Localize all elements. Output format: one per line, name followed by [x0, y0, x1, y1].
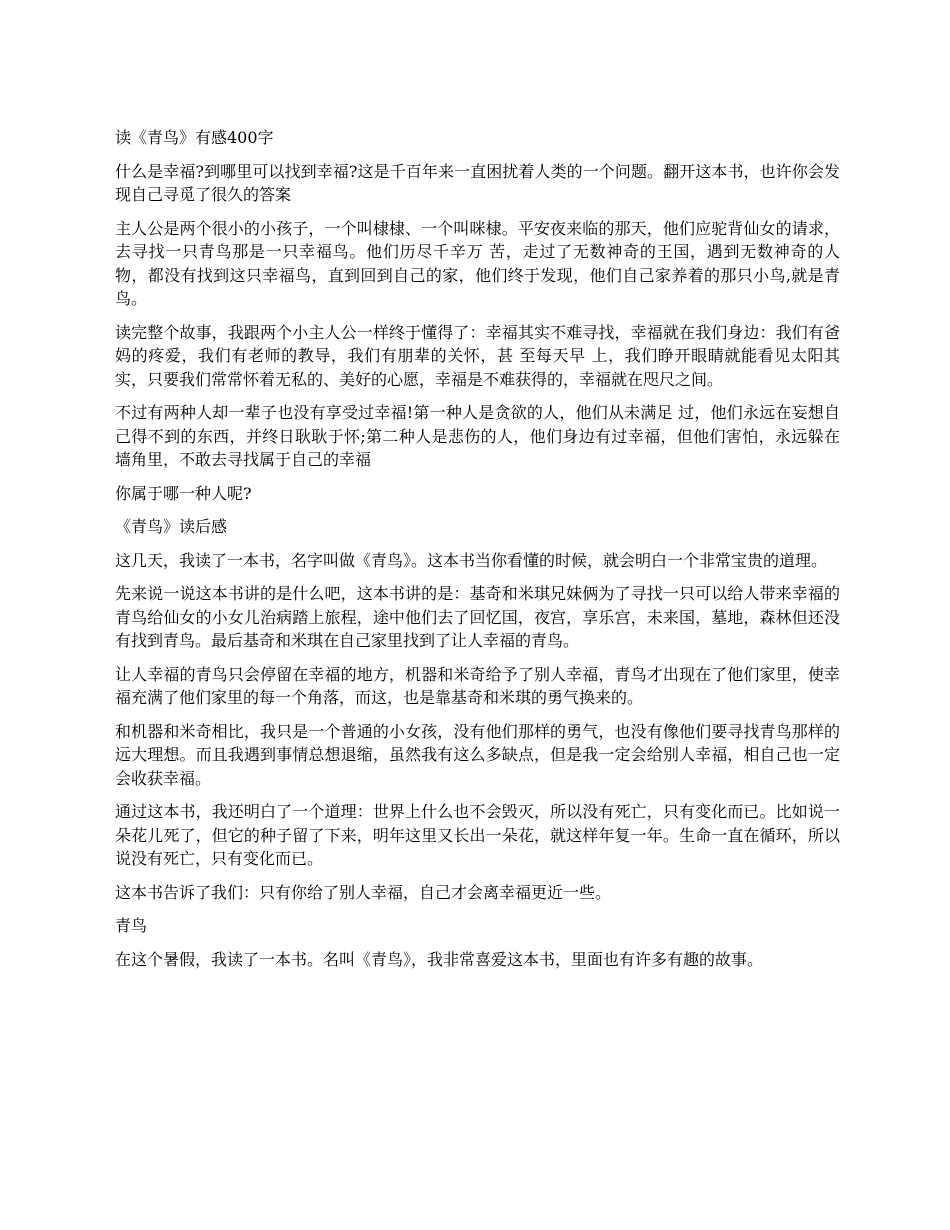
paragraph: 通过这本书，我还明白了一个道理：世界上什么也不会毁灭，所以没有死亡，只有变化而已。比如说一朵花儿死了，但它的种子留了下来，明年这里又长出一朵花，就这样年复一年。生命一直在循环，所以说没有死亡，只有变化而已。: [115, 802, 840, 868]
paragraph: 这本书告诉了我们：只有你给了别人幸福，自己才会离幸福更近一些。: [115, 882, 612, 902]
paragraph: 主人公是两个很小的小孩子，一个叫棣棣、一个叫咪棣。平安夜来临的那天，他们应驼背仙女的请求，去寻找一只青鸟那是一只幸福鸟。他们历尽千辛万 苦，走过了无数神奇的王国，遇到无数神奇的人物，都没有找到这只幸福鸟，直到回到自己的家，他们终于发现，他们自己家养着的那只小鸟,就是青鸟。: [115, 218, 840, 308]
paragraph: 让人幸福的青鸟只会停留在幸福的地方，机器和米奇给予了别人幸福，青鸟才出现在了他们家里，使幸福充满了他们家里的每一个角落，而这，也是靠基奇和米琪的勇气换来的。: [115, 664, 840, 707]
paragraph: 读完整个故事，我跟两个小主人公一样终于懂得了：幸福其实不难寻找，幸福就在我们身边：我们有爸妈的疼爱，我们有老师的教导，我们有朋辈的关怀，甚 至每天早 上，我们睁开眼睛就能看见太阳其实，只要我们常常怀着无私的、美好的心愿，幸福是不难获得的，幸福就在咫尺之间。: [115, 322, 840, 389]
paragraph: 什么是幸福?到哪里可以找到幸福?这是千百年来一直困扰着人类的一个问题。翻开这本书，也许你会发现自己寻觅了很久的答案: [115, 161, 840, 204]
paragraph: 在这个暑假，我读了一本书。名叫《青鸟》，我非常喜爱这本书，里面也有许多有趣的故事。: [115, 949, 764, 969]
document-title: 读《青鸟》有感400字: [115, 128, 274, 147]
section-heading: 青鸟: [115, 916, 148, 935]
paragraph: 先来说一说这本书讲的是什么吧，这本书讲的是：基奇和米琪兄妹俩为了寻找一只可以给人带来幸福的青鸟给仙女的小女儿治病踏上旅程，途中他们去了回忆国，夜宫，享乐宫，未来国，墓地，森林但还没有找到青鸟。最后基奇和米琪在自己家里找到了让人幸福的青鸟。: [115, 584, 840, 650]
paragraph: 不过有两种人却一辈子也没有享受过幸福!第一种人是贪欲的人，他们从未满足 过，他们永远在妄想自己得不到的东西，并终日耿耿于怀;第二种人是悲伤的人，他们身边有过幸福，但他们害怕，永远躲在墙角里，不敢去寻找属于自己的幸福: [115, 403, 840, 469]
document-body: [115, 126, 840, 981]
paragraph: 你属于哪一种人呢?: [115, 483, 252, 503]
section-heading: 《青鸟》读后感: [115, 517, 228, 536]
paragraph: 这几天，我读了一本书，名字叫做《青鸟》。这本书当你看懂的时候，就会明白一个非常宝贵的道理。: [115, 550, 828, 570]
paragraph: 和机器和米奇相比，我只是一个普通的小女孩，没有他们那样的勇气，也没有像他们要寻找青鸟那样的远大理想。而且我遇到事情总想退缩，虽然我有这么多缺点，但是我一定会给别人幸福，相自己也一定会收获幸福。: [115, 721, 840, 788]
